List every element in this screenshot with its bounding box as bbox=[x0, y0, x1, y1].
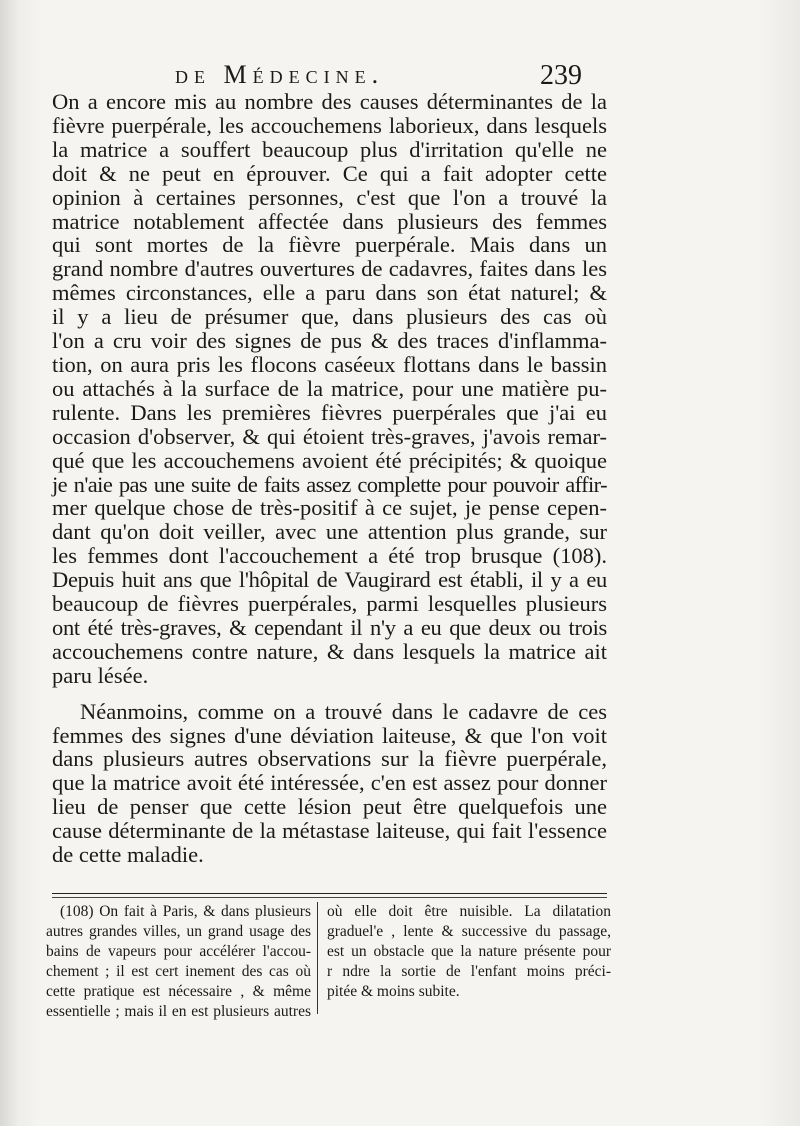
running-title: de Médecine. bbox=[175, 60, 385, 89]
text-line: femmes des signes d'une déviation laiteuse, & que l'on voit bbox=[52, 722, 607, 748]
text-line: qué que les accouchemens avoient été précipités; & quoique bbox=[52, 447, 607, 473]
text-line: Néanmoins, comme on a trouvé dans le cadavre de ces bbox=[80, 698, 607, 724]
footnote-line: cette pratique est nécessaire , & même bbox=[46, 983, 311, 1000]
text-line: rulente. Dans les premières fièvres puerpérales que j'ai eu bbox=[52, 399, 607, 425]
text-line: accouchemens contre nature, & dans lesquels la matrice ait bbox=[52, 638, 607, 664]
footnotes bbox=[46, 902, 611, 1022]
text-line: beaucoup de fièvres puerpérales, parmi lesquelles plusieurs bbox=[52, 591, 607, 617]
footnote-left-column bbox=[46, 902, 311, 1022]
text-line: les femmes dont l'accouchement a été trop brusque (108). bbox=[52, 543, 607, 569]
text-line: grand nombre d'autres ouvertures de cadavres, faites dans les bbox=[52, 256, 607, 282]
text-line: que la matrice avoit été intéressée, c'en est assez pour donner bbox=[52, 770, 607, 796]
body-text bbox=[52, 90, 607, 867]
text-line: mer quelque chose de très-positif à ce sujet, je pense cepen- bbox=[52, 495, 607, 521]
footnote-line: pitée & moins subite. bbox=[327, 983, 460, 1000]
paragraph bbox=[52, 700, 607, 867]
text-line: lieu de penser que cette lésion peut être quelquefois une bbox=[52, 794, 607, 820]
text-line: On a encore mis au nombre des causes déterminantes de la bbox=[52, 89, 607, 114]
text-line: il y a lieu de présumer que, dans plusieurs des cas où bbox=[52, 304, 607, 330]
footnote-rule-thin bbox=[52, 897, 607, 898]
text-line: dans plusieurs autres observations sur la fièvre puerpérale, bbox=[52, 746, 607, 772]
footnote-line: (108) On fait à Paris, & dans plusieurs bbox=[60, 903, 311, 920]
footnote-line: essentielle ; mais il en est plusieurs autres bbox=[46, 1003, 311, 1020]
footnote-line: est un obstacle que la nature présente pour bbox=[327, 943, 611, 960]
column-divider bbox=[317, 902, 318, 1014]
text-line: cause déterminante de la métastase laiteuse, qui fait l'essence bbox=[52, 818, 607, 844]
text-line: opinion à certaines personnes, c'est que l'on a trouvé la bbox=[52, 184, 607, 210]
text-line: dant qu'on doit veiller, avec une attention plus grande, sur bbox=[52, 519, 607, 545]
text-line: matrice notablement affectée dans plusieurs des femmes bbox=[52, 208, 607, 234]
footnote-line: autres grandes villes, un grand usage des bbox=[46, 923, 311, 940]
text-line: tion, on aura pris les flocons caséeux flottans dans le bassin bbox=[52, 351, 607, 377]
text-line: l'on a cru voir des signes de pus & des traces d'inflamma- bbox=[52, 328, 607, 354]
text-line: paru lésée. bbox=[52, 662, 149, 688]
text-line: je n'aie pas une suite de faits assez complette pour pouvoir affir- bbox=[52, 471, 607, 497]
paragraph bbox=[52, 90, 607, 688]
footnote-line: bains de vapeurs pour accélérer l'accou- bbox=[46, 943, 311, 960]
text-line: Depuis huit ans que l'hôpital de Vaugirard est établi, il y a eu bbox=[52, 567, 607, 593]
text-line: ou attachés à la surface de la matrice, pour une matière pu- bbox=[52, 375, 607, 401]
footnote-rule bbox=[52, 893, 607, 894]
footnote-line: r ndre la sortie de l'enfant moins préci- bbox=[327, 963, 611, 980]
text-line: mêmes circonstances, elle a paru dans son état naturel; & bbox=[52, 280, 607, 306]
text-line: ont été très-graves, & cependant il n'y a eu que deux ou trois bbox=[52, 614, 607, 640]
text-line: la matrice a souffert beaucoup plus d'irritation qu'elle ne bbox=[52, 136, 607, 162]
footnote-line: chement ; il est cert inement des cas où bbox=[46, 963, 311, 980]
text-line: fièvre puerpérale, les accouchemens laborieux, dans lesquels bbox=[52, 112, 607, 138]
text-line: de cette maladie. bbox=[52, 842, 204, 868]
text-line: occasion d'observer, & qui étoient très-graves, j'avois remar- bbox=[52, 423, 607, 449]
text-line: qui sont mortes de la fièvre puerpérale. Mais dans un bbox=[52, 232, 607, 258]
footnote-right-column bbox=[327, 902, 611, 1002]
page-number: 239 bbox=[540, 60, 582, 91]
text-line: doit & ne peut en éprouver. Ce qui a fait adopter cette bbox=[52, 160, 607, 186]
footnote-line: où elle doit être nuisible. La dilatation bbox=[327, 903, 611, 920]
footnote-line: graduel'e , lente & successive du passage, bbox=[327, 923, 611, 940]
